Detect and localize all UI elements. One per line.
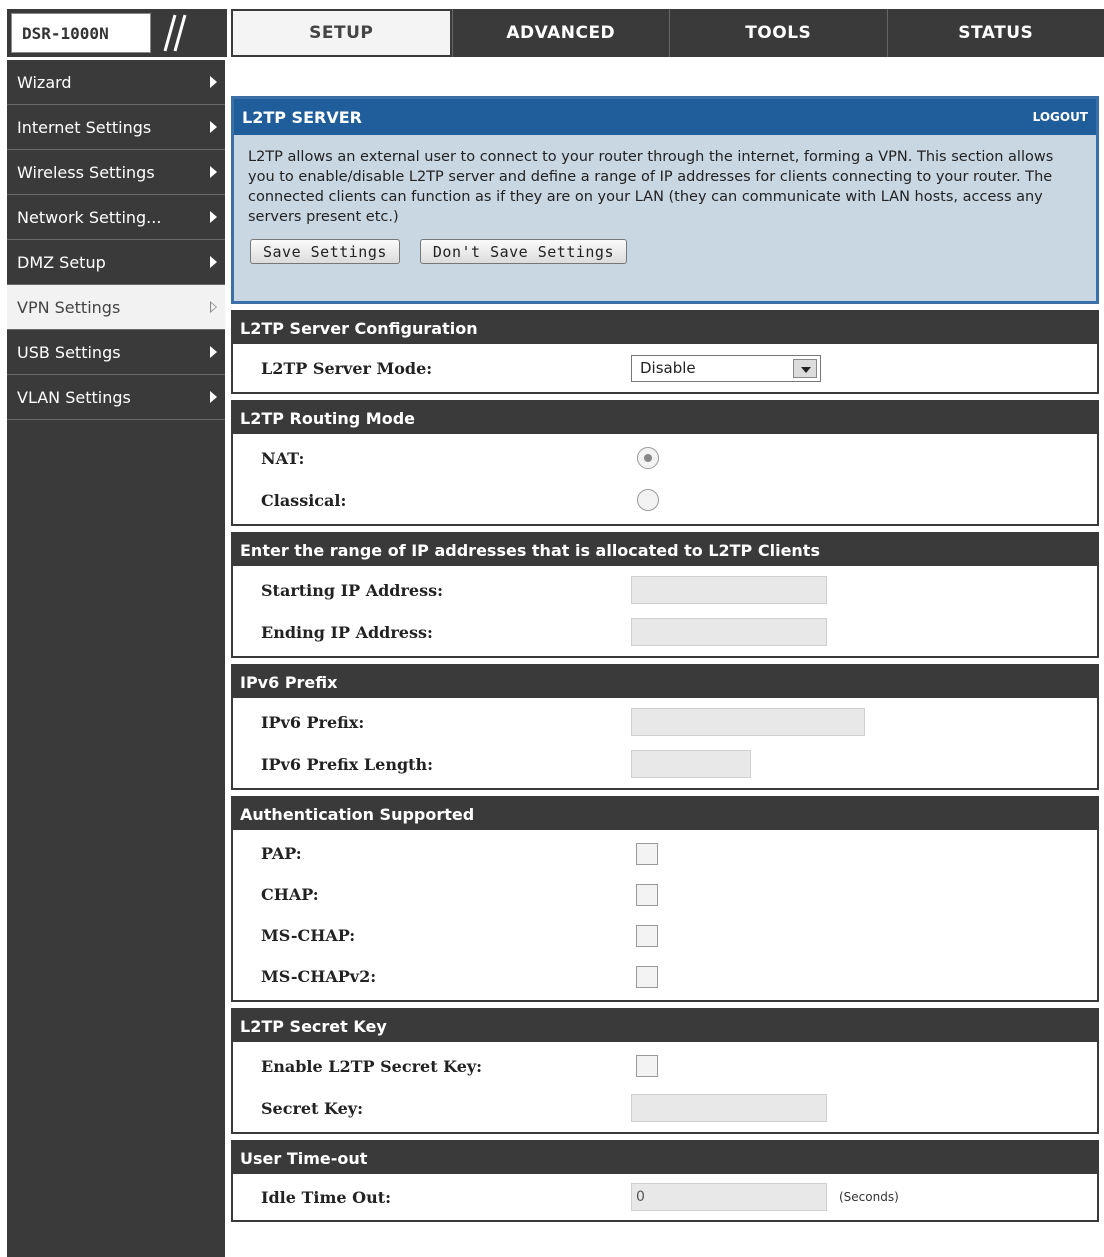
form-row — [233, 479, 1097, 521]
secret-key-label: Secret Key: — [261, 1098, 363, 1118]
sidebar-item-label: Wizard — [17, 72, 72, 92]
idle-timeout-label: Idle Time Out: — [261, 1187, 392, 1207]
section-server-configuration — [231, 310, 1099, 394]
section-body — [233, 698, 1097, 788]
form-row — [233, 1087, 1097, 1129]
ending-ip-input[interactable] — [631, 618, 827, 646]
secret-key-input[interactable] — [631, 1094, 827, 1122]
ms-chapv2-label: MS-CHAPv2: — [261, 967, 377, 986]
section-body — [233, 1174, 1097, 1220]
section-body — [233, 566, 1097, 656]
main-content — [231, 96, 1099, 1222]
main-tabs — [231, 9, 1104, 57]
sidebar-item-network-settings[interactable] — [7, 195, 225, 240]
form-row — [233, 347, 1097, 389]
sidebar — [7, 60, 225, 1257]
form-row — [233, 874, 1097, 915]
section-title: L2TP Server Configuration — [233, 312, 1097, 344]
chevron-down-icon[interactable] — [793, 359, 817, 378]
page-description: L2TP allows an external user to connect to your router through the internet, forming a VPN. This section allows you to enable/disable L2TP server and define a range of IP addresses for clients connecting to your router. The connected clients can function as if they are on your LAN (they can communicate with LAN hosts, access any servers present etc.) — [248, 149, 1054, 225]
nat-radio[interactable] — [637, 447, 659, 469]
section-title: Enter the range of IP addresses that is allocated to L2TP Clients — [233, 534, 1097, 566]
chevron-right-icon — [210, 391, 217, 403]
sidebar-item-label: Network Setting... — [17, 207, 162, 227]
form-row — [233, 569, 1097, 611]
sidebar-item-label: Internet Settings — [17, 117, 152, 137]
form-row — [233, 701, 1097, 743]
ms-chapv2-checkbox[interactable] — [636, 966, 658, 988]
server-mode-select[interactable] — [631, 355, 821, 382]
ipv6-prefix-input[interactable] — [631, 708, 865, 736]
section-body — [233, 344, 1097, 392]
chevron-right-icon — [210, 121, 217, 133]
enable-secret-key-checkbox[interactable] — [636, 1055, 658, 1077]
section-title: User Time-out — [233, 1142, 1097, 1174]
section-routing-mode — [231, 400, 1099, 526]
form-row — [233, 437, 1097, 479]
server-mode-value: Disable — [640, 359, 696, 377]
sidebar-item-label: DMZ Setup — [17, 252, 106, 272]
ms-chap-checkbox[interactable] — [636, 925, 658, 947]
chevron-right-icon — [210, 346, 217, 358]
classical-radio[interactable] — [637, 489, 659, 511]
logout-link[interactable]: LOGOUT — [1032, 110, 1088, 124]
tab-advanced[interactable]: ADVANCED — [452, 9, 670, 57]
sidebar-item-vpn-settings[interactable] — [7, 285, 225, 330]
chevron-right-icon — [210, 301, 217, 313]
sidebar-item-dmz-setup[interactable] — [7, 240, 225, 285]
pap-label: PAP: — [261, 844, 302, 863]
sidebar-item-label: Wireless Settings — [17, 162, 155, 182]
sidebar-item-label: USB Settings — [17, 342, 121, 362]
nat-label: NAT: — [261, 448, 305, 468]
tab-status[interactable]: STATUS — [887, 9, 1104, 57]
server-mode-label: L2TP Server Mode: — [261, 358, 433, 378]
form-row — [233, 1045, 1097, 1087]
ending-ip-label: Ending IP Address: — [261, 622, 433, 642]
chevron-right-icon — [210, 211, 217, 223]
sidebar-item-usb-settings[interactable] — [7, 330, 225, 375]
model-badge — [7, 9, 227, 57]
enable-secret-key-label: Enable L2TP Secret Key: — [261, 1056, 483, 1076]
sidebar-item-label: VPN Settings — [17, 297, 121, 317]
pap-checkbox[interactable] — [636, 843, 658, 865]
idle-timeout-input[interactable]: 0 — [631, 1183, 827, 1211]
slashes-logo-icon — [151, 9, 227, 57]
top-bar — [0, 0, 1104, 60]
section-body — [233, 434, 1097, 524]
sidebar-item-wizard[interactable] — [7, 60, 225, 105]
intro-header — [234, 99, 1096, 135]
section-ip-range — [231, 532, 1099, 658]
intro-buttons — [234, 227, 1096, 264]
tab-tools[interactable]: TOOLS — [669, 9, 887, 57]
section-secret-key — [231, 1008, 1099, 1134]
section-authentication — [231, 796, 1099, 1002]
chap-checkbox[interactable] — [636, 884, 658, 906]
form-row — [233, 611, 1097, 653]
ms-chap-label: MS-CHAP: — [261, 926, 356, 945]
form-row — [233, 743, 1097, 785]
chap-label: CHAP: — [261, 885, 319, 904]
model-name: DSR-1000N — [11, 13, 151, 53]
section-ipv6-prefix — [231, 664, 1099, 790]
chevron-right-icon — [210, 76, 217, 88]
dont-save-settings-button[interactable]: Don't Save Settings — [420, 239, 627, 264]
section-title: IPv6 Prefix — [233, 666, 1097, 698]
form-row — [233, 1176, 1097, 1218]
sidebar-item-label: VLAN Settings — [17, 387, 131, 407]
tab-setup[interactable]: SETUP — [231, 9, 452, 57]
section-body — [233, 1042, 1097, 1132]
form-row — [233, 833, 1097, 874]
sidebar-item-internet-settings[interactable] — [7, 105, 225, 150]
classical-label: Classical: — [261, 490, 347, 510]
sidebar-item-wireless-settings[interactable] — [7, 150, 225, 195]
chevron-right-icon — [210, 256, 217, 268]
idle-timeout-unit: (Seconds) — [839, 1190, 899, 1204]
starting-ip-input[interactable] — [631, 576, 827, 604]
intro-panel — [231, 96, 1099, 304]
ipv6-prefix-label: IPv6 Prefix: — [261, 712, 365, 732]
form-row — [233, 915, 1097, 956]
section-title: L2TP Routing Mode — [233, 402, 1097, 434]
section-title: L2TP Secret Key — [233, 1010, 1097, 1042]
sidebar-item-vlan-settings[interactable] — [7, 375, 225, 420]
section-title: Authentication Supported — [233, 798, 1097, 830]
save-settings-button[interactable]: Save Settings — [250, 239, 400, 264]
chevron-right-icon — [210, 166, 217, 178]
page-title: L2TP SERVER — [242, 107, 362, 127]
form-row — [233, 956, 1097, 997]
section-body — [233, 830, 1097, 1000]
ipv6-prefix-length-input[interactable] — [631, 750, 751, 778]
ipv6-prefix-length-label: IPv6 Prefix Length: — [261, 754, 434, 774]
starting-ip-label: Starting IP Address: — [261, 580, 444, 600]
section-user-timeout — [231, 1140, 1099, 1222]
